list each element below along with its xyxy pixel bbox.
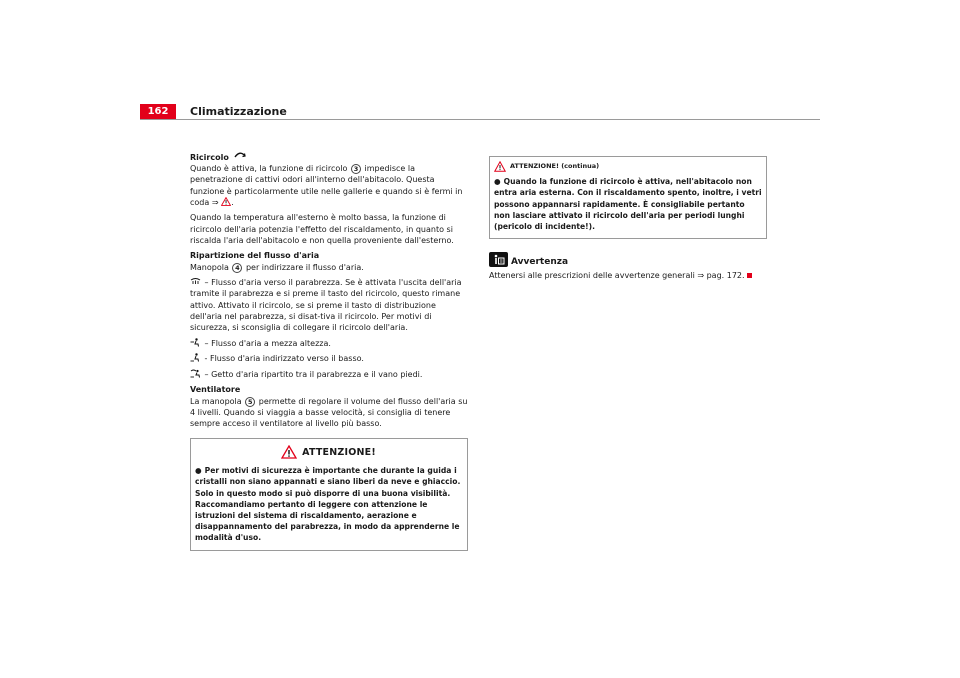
- fan-paragraph: La manopola 5 permette di regolare il volume del flusso dell'aria su 4 livelli. Quando si viaggia a basse velocità, si consiglia di tenere sempre acceso il ventilatore al livello più basso.: [190, 396, 468, 428]
- warning-text: ● Per motivi di sicurezza è importante che durante la guida i cristalli non siano appannati e siano liberi da neve e ghiaccio. Solo in questo modo si può disporre di una buona visibilità. Raccomandiamo pertanto di leggere con attenzione le istruzioni del sistema di riscaldamento, aerazione e disappannamento del parabrezza, in modo da apprenderne le modalità d'uso.: [195, 466, 461, 543]
- warning-header: [195, 445, 462, 459]
- warning-continued-text: ● Quando la funzione di ricircolo è attiva, nell'abitacolo non entra aria esterna. Con il riscaldamento spento, inoltre, i vetri possono appannarsi rapidamente. È consigliabile pertanto non lasciare attivato il ricircolo dell'aria per periodi lunghi (pericolo di incidente!).: [494, 177, 762, 232]
- bullet-icon: ●: [195, 466, 202, 476]
- floor-airflow-icon: [190, 353, 201, 362]
- airflow-item-windscreen: – Flusso d'aria verso il parabrezza. Se è attivata l'uscita dell'aria tramite il parabrezza e si preme il tasto del ricircolo, questo rimane attivo. Attivato il ricircolo, se si preme il tasto di distribuzione dell'aria nel parabrezza, si disat-tiva il ricircolo. Per motivi di sicurezza, si sconsiglia di collegare il ricircolo dell'aria.: [190, 278, 462, 333]
- warning-box: [190, 438, 468, 550]
- note-title: Avvertenza: [511, 257, 569, 268]
- warning-title: ATTENZIONE!: [302, 446, 376, 458]
- info-hand-icon: [492, 254, 506, 265]
- airflow-item-mid: – Flusso d'aria a mezza altezza.: [190, 338, 468, 349]
- warning-continued-box: [489, 156, 767, 239]
- windscreen-airflow-icon: [190, 277, 201, 286]
- page-title: Climatizzazione: [190, 105, 287, 118]
- warning-triangle-icon: [494, 161, 506, 172]
- ref-circle-5: 5: [245, 397, 255, 407]
- airflow-item-windscreen-floor: – Getto d'aria ripartito tra il parabrezza e il vano piedi.: [190, 369, 468, 380]
- airflow-item-floor: - Flusso d'aria indirizzato verso il basso.: [190, 353, 468, 364]
- mid-airflow-icon: [190, 338, 201, 347]
- fan-heading: Ventilatore: [190, 385, 241, 395]
- warning-continued-header: [494, 161, 762, 172]
- ref-circle-3: 3: [351, 164, 361, 174]
- ref-circle-4: 4: [232, 263, 242, 273]
- windscreen-floor-airflow-icon: [190, 369, 201, 378]
- note-header: [489, 251, 767, 268]
- left-column: [190, 152, 468, 551]
- airflow-heading: Ripartizione del flusso d'aria: [190, 251, 320, 261]
- page-number: 162: [140, 104, 176, 120]
- note-icon: [489, 252, 508, 267]
- warning-continued-title: ATTENZIONE! (continua): [510, 162, 600, 170]
- warning-triangle-icon: [221, 197, 231, 206]
- warning-triangle-icon: [281, 445, 297, 459]
- end-of-section-marker: [747, 273, 752, 278]
- airflow-paragraph-1: Manopola 4 per indirizzare il flusso d'aria.: [190, 262, 364, 272]
- bullet-icon: ●: [494, 177, 501, 187]
- recirc-section: [190, 152, 468, 208]
- right-column: [489, 156, 767, 282]
- recirculation-icon: [234, 152, 246, 159]
- recirc-paragraph-2: Quando la temperatura all'esterno è molto bassa, la funzione di ricircolo dell'aria potenzia l'effetto del riscaldamento, in quanto si riscalda l'aria dell'abitacolo e non quella proveniente dall'esterno.: [190, 213, 454, 245]
- header-rule: [140, 119, 820, 120]
- recirc-paragraph-1: Quando è attiva, la funzione di ricircolo 3 impedisce la penetrazione di cattivi odori all'interno dell'abitacolo. Questa funzione è particolarmente utile nelle gallerie e quando si è fermi in coda ⇒ .: [190, 164, 463, 207]
- recirc-heading: Ricircolo: [190, 152, 468, 163]
- note-text: Attenersi alle prescrizioni delle avvertenze generali ⇒ pag. 172.: [489, 270, 767, 281]
